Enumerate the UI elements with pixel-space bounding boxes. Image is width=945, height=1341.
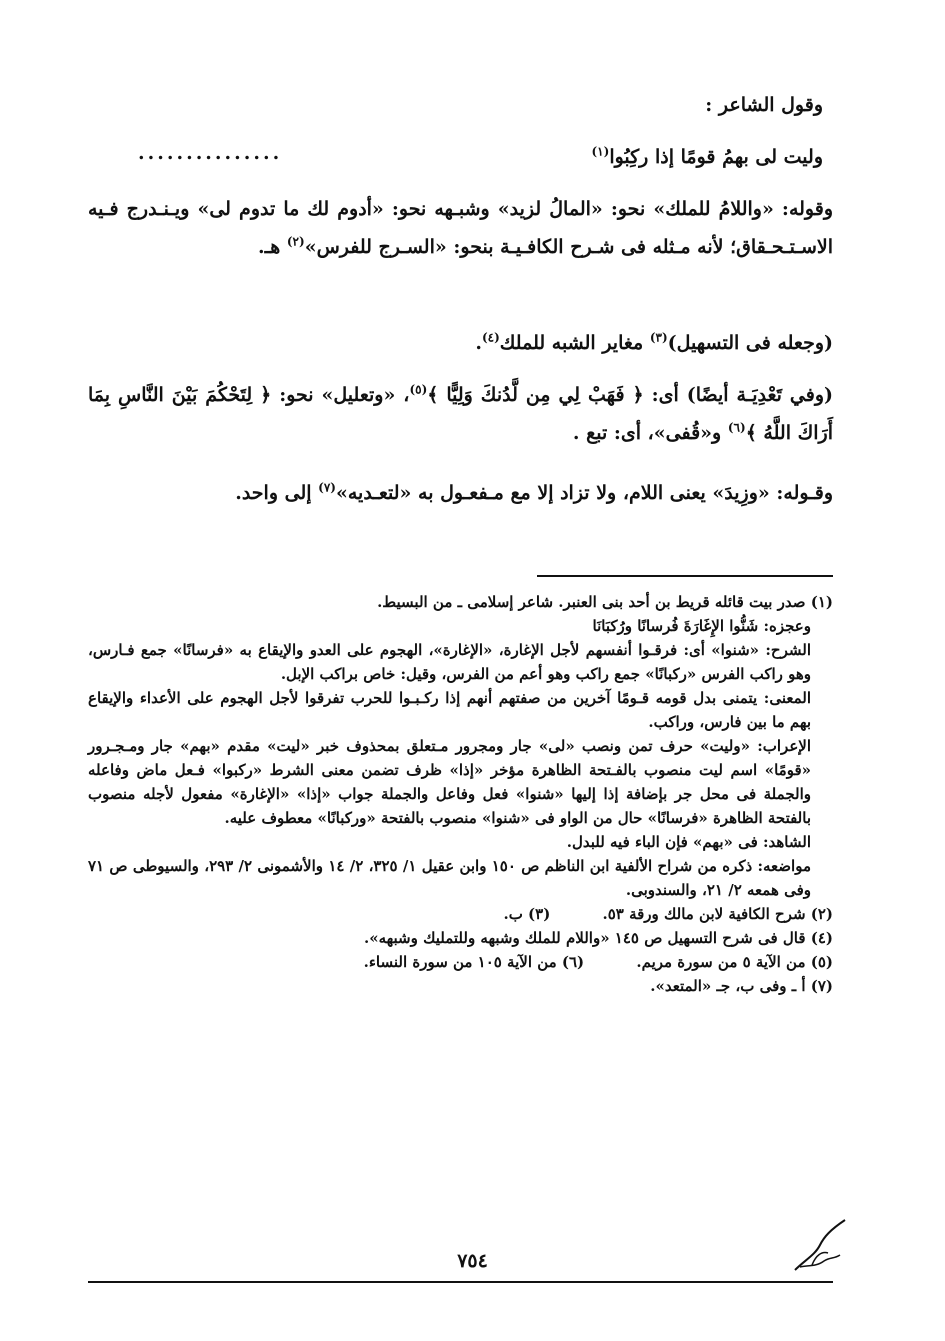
paragraph-2 [88, 324, 833, 362]
footnote-7: (٧) أ ـ وفى ب، جـ «المتعد». [650, 977, 833, 995]
page-number: ٧٥٤ [457, 1250, 488, 1272]
footnote-ref-5: (٥) [409, 382, 428, 397]
footnote-4: (٤) قال فى شرح التسهيل ص ١٤٥ «واللام للملك وشبهه وللتمليك وشبهه». [363, 929, 833, 947]
paragraph-2-mid: مغاير الشبه للملك [499, 332, 644, 354]
footnote-1-shahid: الشاهد: فى «بهم» فإن الباء فيه للبدل. [566, 833, 811, 851]
verse-text: وليت لى بهمُ قومًا إذا ركِبُوا [609, 146, 823, 168]
footnote-1-hemistich: وعجزه: شَنُّوا الإِغَارَةَ فُرسانًا ورُكبَانَا [592, 617, 811, 635]
footnote-ref-1: (١) [591, 144, 610, 159]
poet-intro: وقول الشاعر : [705, 94, 823, 116]
main-text [88, 86, 833, 124]
verse-dots: ............... [138, 142, 283, 164]
page-bottom-rule [88, 1281, 833, 1283]
paragraph-3 [88, 376, 833, 452]
paragraph-3-text-c: و«قُفى»، أى: تبع . [572, 422, 722, 444]
paragraph-3-text-b: ، «وتعليل» نحو: ﴿ لِتَحْكُمَ بَيْنَ النَّاسِ بِمَا أَرَاكَ اللَّهُ ﴾ [88, 384, 833, 444]
footnote-1-sources: مواضعه: ذكره من شراح الألفية ابن الناظم ص ١٥٠ وابن عقيل ١/ ٣٢٥، ٢/ ١٤ والأشمونى ٢/ ٢٩٣، والسيوطى ص ٧١ وفى همعه ٢/ ٢١، والسندوبى. [88, 857, 811, 899]
footnote-1: (١) صدر بيت قائله قريط بن أحد بنى العنبر. شاعر إسلامى ـ من البسيط. [377, 593, 833, 611]
footnote-ref-7: (٧) [318, 480, 336, 495]
paragraph-2-text: (وجعله فى التسهيل) [667, 332, 833, 354]
paragraph-1-end: هـ. [258, 236, 281, 258]
paragraph-1-text: وقوله: «واللامُ للملك» نحو: «المالُ لزيد» وشبـهه نحو: «أدوم لك ما تدوم لى» ويـنـدرج فـيه الاسـتـحـقاق؛ لأنه مـثله فى شـرح الكافـيـة بنحو: «السـرج للفرس» [88, 198, 833, 258]
paragraph-3-text-a: (وفي تَعْدِيَـة أيضًا) أى: ﴿ فَهَبْ لِي مِن لَّدُنكَ وَلِيًّا ﴾ [427, 384, 834, 406]
footnote-1-irab: الإعراب: «وليت» حرف تمن ونصب «لى» جار ومجرور مـتعلق بمحذوف خبر «ليت» مقدم «بهم» جار ومـجـرور «قومًا» اسم ليت منصوب بالفـتحة الظاهرة مؤخر «إذا» ظرف تضمن معنى الشرط «ركبوا» فـعل ماض وفاعله والجملة فى محل جر بإضافة إذا إليها «شنوا» فعل وفاعل والجملة جواب «إذا» «الإغارة» مفعول لأجله منصوب بالفتحة الظاهرة «فرسانًا» حال من الواو فى «شنوا» منصوب بالفتحة «وركبانًا» معطوف عليه. [88, 737, 811, 827]
footnote-5-6: (٥) من الآية ٥ من سورة مريم. (٦) من الآية ١٠٥ من سورة النساء. [363, 953, 833, 971]
paragraph-4 [88, 474, 833, 512]
verse-line [88, 138, 833, 176]
footnote-2-3: (٢) شرح الكافية لابن مالك ورقة ٥٣. (٣) ب. [503, 905, 833, 923]
paragraph-1 [88, 190, 833, 266]
footnote-separator [537, 575, 833, 577]
paragraph-4-text-b: إلى واحد. [235, 482, 312, 504]
footnote-1-sharh: الشرح: «شنوا» أى: فرقـوا أنفسهم لأجل الإغارة، «الإغارة»، الهجوم على العدو والإيقاع به «فرسانًا» جمع فـارس، وهو راكب الفرس «ركبانًا» جمع راكب وهو أعم من الفرس، وقيل: خاص براكب الإبل. [88, 641, 811, 683]
footnote-1-meaning: المعنى: يتمنى بدل قومه قـومًا آخرين من صفتهم أنهم إذا ركـبـوا للحرب تفرقوا لأجل الهجوم على الأعداء والإيقاع بهم ما بين فارس، وراكب. [88, 689, 811, 731]
ornament-flourish-icon [790, 1215, 850, 1275]
footnote-ref-4: (٤) [481, 330, 500, 345]
footnote-ref-2: (٢) [286, 234, 305, 249]
footnote-ref-6: (٦) [727, 420, 746, 435]
paragraph-2-end: . [475, 332, 482, 354]
footnotes [88, 590, 833, 998]
paragraph-4-text-a: وقـوله: «وزِيدَ» يعنى اللام، ولا تزاد إلا مع مـفعـول به «لتعـديه» [335, 482, 833, 504]
footnote-ref-3: (٣) [649, 330, 668, 345]
